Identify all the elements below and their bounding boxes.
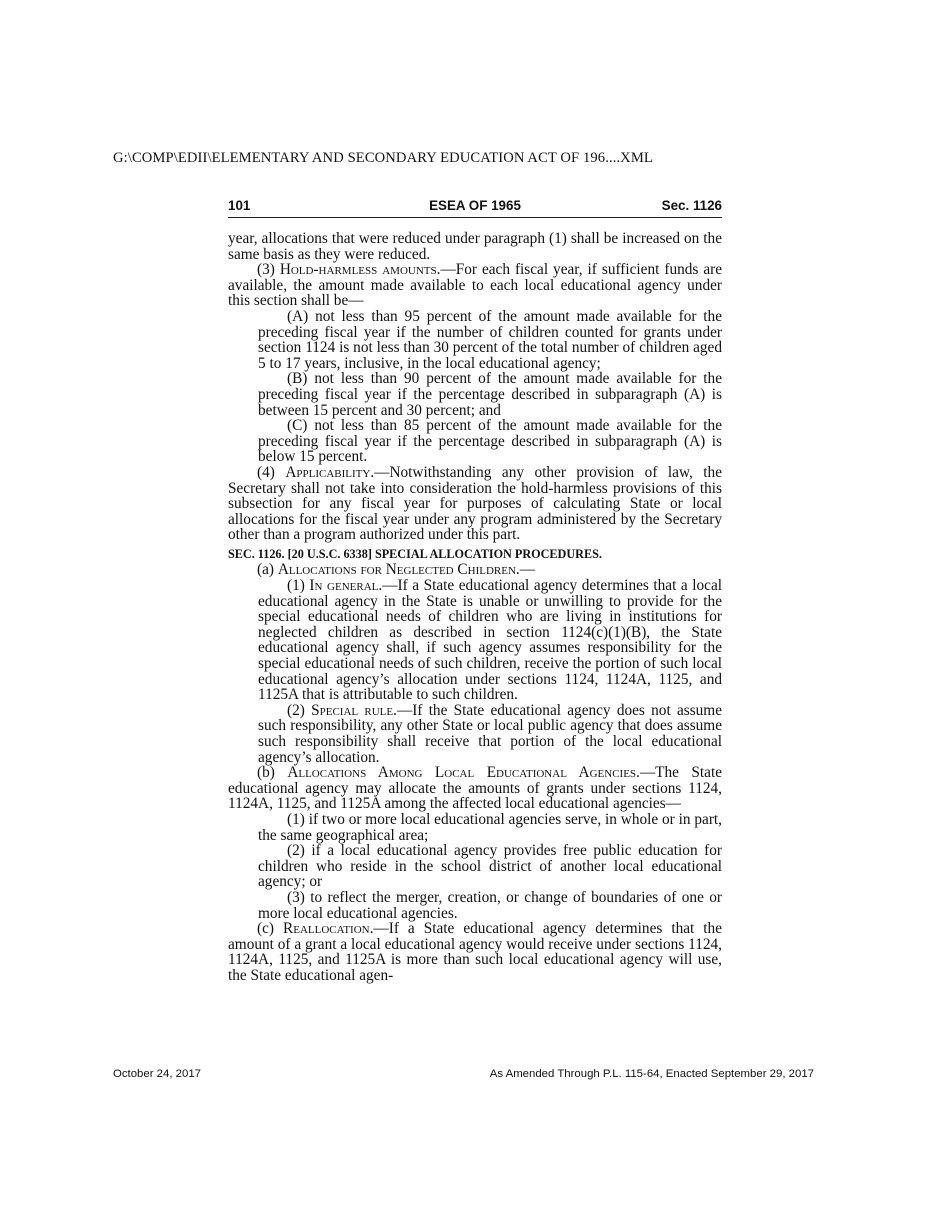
subparagraph-3B: (B) not less than 90 percent of the amount made available for the preceding fiscal year if the percentage described in subparagraph (A) is between 15 percent and 30 percent; and [258, 370, 722, 419]
subsection-c-heading: Reallocation. [283, 920, 374, 938]
subsection-b: (b) Allocations Among Local Educational Agencies.—The State educational agency may allocate the amounts of grants under sections 1124, 1124A, 1125, and 1125A among the affected local educational agencies— [228, 764, 722, 813]
paragraph-a2-heading: Special rule. [311, 701, 397, 719]
statute-text [228, 231, 722, 984]
paragraph-b2: (2) if a local educational agency provides free public education for children who reside in the school district of another local educational agency; or [258, 842, 722, 891]
paragraph-a2: (2) Special rule.—If the State educational agency does not assume such responsibility, any other State or local public agency that does assume such responsibility shall receive that portion of the local educational agency’s allocation. [258, 701, 722, 766]
paragraph-continuation: year, allocations that were reduced under paragraph (1) shall be increased on the same basis as they were reduced. [228, 230, 722, 263]
subparagraph-3C: (C) not less than 85 percent of the amount made available for the preceding fiscal year if the percentage described in subparagraph (A) is below 15 percent. [258, 417, 722, 466]
paragraph-b3: (3) to reflect the merger, creation, or change of boundaries of one or more local educational agencies. [258, 888, 722, 922]
running-head [228, 198, 722, 218]
section-heading: SEC. 1126. [20 U.S.C. 6338] SPECIAL ALLOCATION PROCEDURES. [228, 546, 602, 561]
paragraph-a1-heading: In general. [309, 577, 383, 595]
file-path: G:\COMP\EDII\ELEMENTARY AND SECONDARY EDUCATION ACT OF 196....XML [113, 150, 653, 166]
running-head-section: Sec. 1126 [661, 198, 722, 213]
subparagraph-3A: (A) not less than 95 percent of the amount made available for the preceding fiscal year if the number of children counted for grants under section 1124 is not less than 30 percent of the total number of children aged 5 to 17 years, inclusive, in the local educational agency; [258, 307, 722, 372]
subsection-a-heading: Allocations for Neglected Children. [277, 561, 520, 579]
running-head-title: ESEA OF 1965 [429, 198, 521, 213]
paragraph-3: (3) Hold-harmless amounts.—For each fiscal year, if sufficient funds are available, the amount made available to each local educational agency under this section shall be— [228, 261, 722, 310]
subsection-a: (a) Allocations for Neglected Children.— [257, 561, 536, 579]
subsection-c: (c) Reallocation.—If a State educational agency determines that the amount of a grant a local educational agency would receive under sections 1124, 1124A, 1125, and 1125A is more than such local educational agency will use, the State educational agen- [228, 920, 722, 984]
paragraph-4: (4) Applicability.—Notwithstanding any other provision of law, the Secretary shall not take into consideration the hold-harmless provisions of this subsection for any fiscal year for purposes of calculating State or local allocations for the fiscal year under any program administered by the Secretary other than a program authorized under this part. [228, 463, 722, 544]
page-number: 101 [228, 198, 251, 213]
footer-amended-note: As Amended Through P.L. 115-64, Enacted September 29, 2017 [489, 1068, 814, 1080]
paragraph-b1: (1) if two or more local educational agencies serve, in whole or in part, the same geographical area; [258, 810, 722, 844]
paragraph-4-heading: Applicability. [285, 463, 375, 481]
paragraph-a1: (1) In general.—If a State educational agency determines that a local educational agency in the State is unable or unwilling to provide for the special educational needs of children who are living in institutions for neglected children as described in section 1124(c)(1)(B), the State educational agency shall, if such agency assumes responsibility for the special educational needs of such children, receive the portion of such local educational agency’s allocation under sections 1124, 1124A, 1125, and 1125A that is attributable to such children. [258, 577, 722, 704]
footer-date: October 24, 2017 [113, 1068, 202, 1080]
paragraph-3-heading: Hold-harmless amounts. [279, 261, 441, 279]
subsection-b-heading: Allocations Among Local Educational Agencies. [287, 764, 640, 782]
